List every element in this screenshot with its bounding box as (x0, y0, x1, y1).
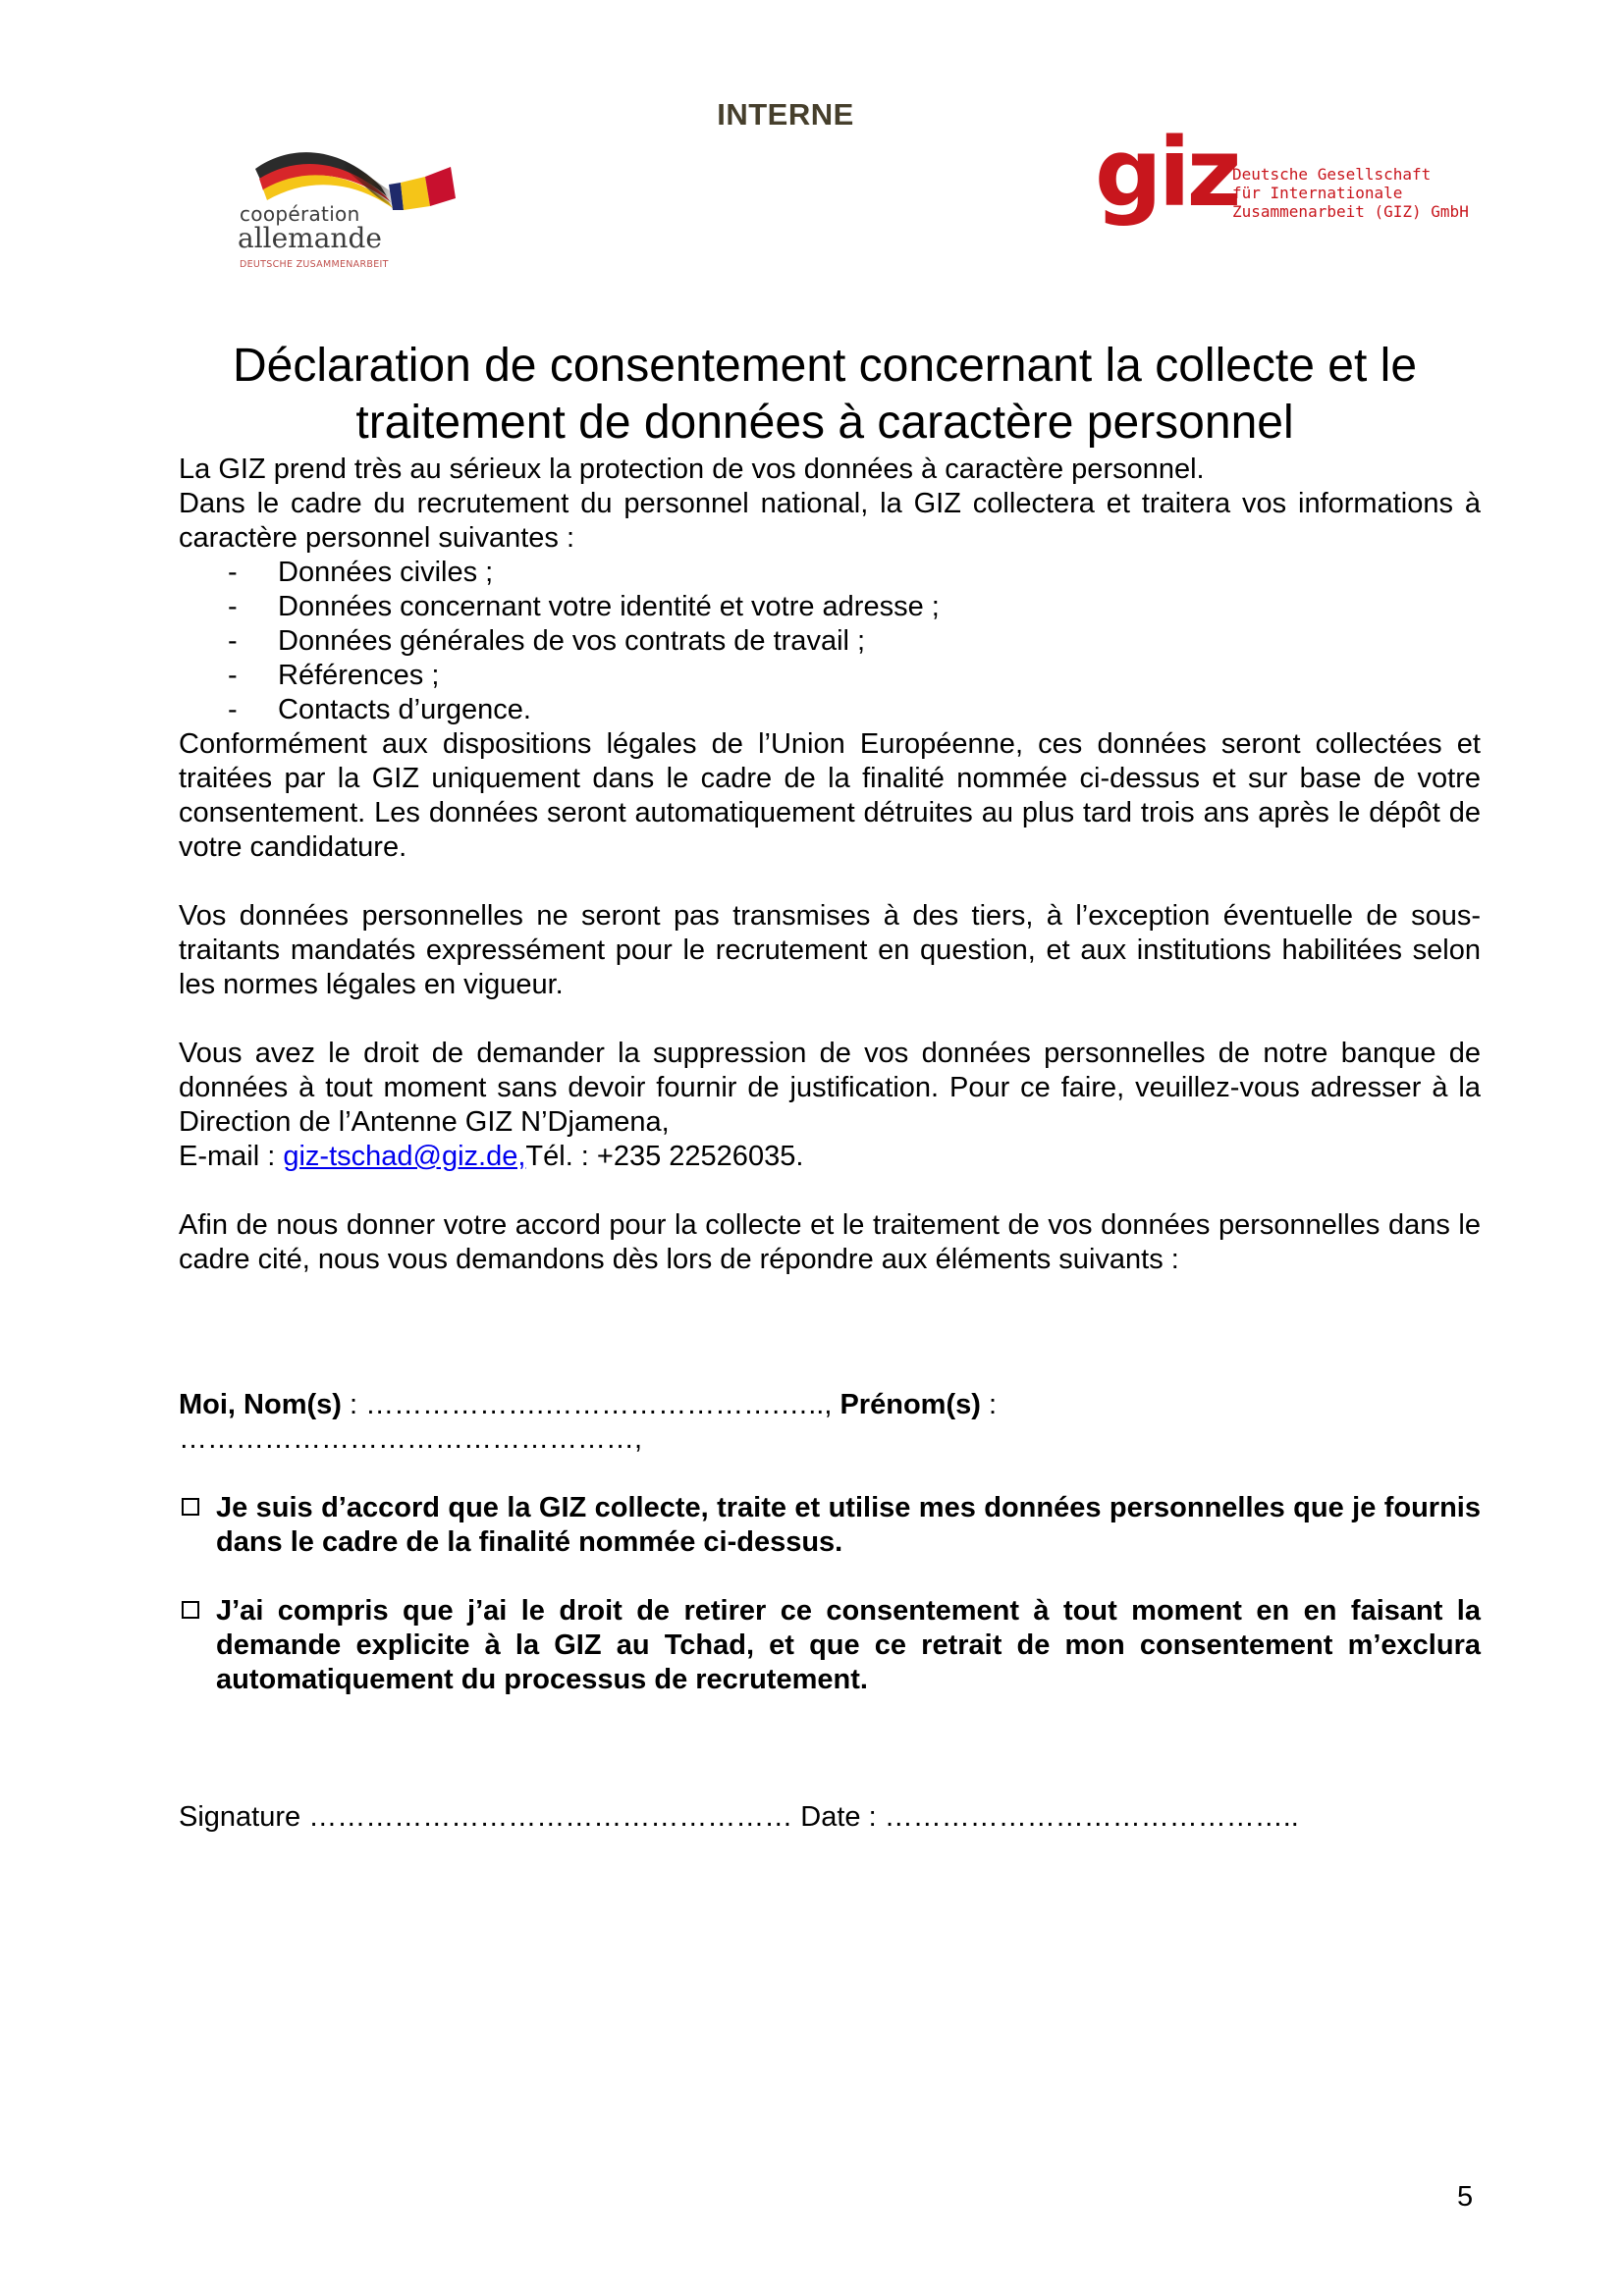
email-link[interactable]: giz-tschad@giz.de, (283, 1141, 526, 1172)
name-field-line: Moi, Nom(s) : ……………….…………………….….., Prénom(s) : (179, 1389, 998, 1420)
giz-line-3: Zusammenarbeit (GIZ) GmbH (1232, 202, 1469, 221)
eu-legal-paragraph: Conformément aux dispositions légales de l’Union Européenne, ces données seront collectées et traitées par la GIZ uniquement dans le cadre de la finalité nommée ci-dessus et sur base de votre consentement. Les données seront automatiquement détruites au plus tard trois ans après le dépôt de votre candidature. (179, 728, 1481, 863)
date-input-dots[interactable]: …………………………………….. (884, 1801, 1299, 1833)
list-item: - Contacts d’urgence. (228, 694, 531, 725)
consent-checkbox-item-2[interactable] (179, 1594, 1481, 1697)
list-item: - Données civiles ; (228, 557, 494, 588)
dash-bullet-icon: - (228, 660, 238, 691)
dash-bullet-icon: - (228, 557, 238, 588)
giz-organisation-name (1232, 165, 1469, 221)
firstname-input-dots[interactable]: …………………………………………, (179, 1423, 643, 1455)
date-label: Date : (792, 1801, 885, 1833)
cooperation-allemande-logo (224, 137, 479, 275)
list-item: - Données générales de vos contrats de travail ; (228, 625, 866, 657)
signature-input-dots[interactable]: …………………………………………… (308, 1801, 793, 1833)
logo-text-deutsche-zusammenarbeit: DEUTSCHE ZUSAMMENARBEIT (240, 259, 389, 270)
document-body (179, 453, 1481, 1277)
logo-text-cooperation: coopération (240, 202, 360, 226)
request-paragraph: Afin de nous donner votre accord pour la collecte et le traitement de vos données personnelles dans le cadre cité, nous vous demandons dès lors de répondre aux éléments suivants : (179, 1209, 1481, 1275)
page-number: 5 (1457, 2181, 1474, 2213)
name-input-dots[interactable]: ……………….…………………….….., (365, 1389, 833, 1420)
giz-line-1: Deutsche Gesellschaft (1232, 165, 1432, 184)
email-label: E-mail : (179, 1141, 284, 1172)
signature-label: Signature (179, 1801, 309, 1833)
list-item: - Données concernant votre identité et votre adresse ; (228, 591, 940, 622)
signature-date-line (179, 1800, 1481, 1835)
consent-checkbox-2-label: J’ai compris que j’ai le droit de retirer ce consentement à tout moment en en faisant la demande explicite à la GIZ au Tchad, et que ce retrait de mon consentement m’exclura automatiquement du processus de recrutement. (216, 1595, 1481, 1695)
intro-paragraph-1: La GIZ prend très au sérieux la protection de vos données à caractère personnel. (179, 454, 1205, 485)
title-line-1: Déclaration de consentement concernant la collecte et le (232, 340, 1418, 392)
giz-line-2: für Internationale (1232, 184, 1403, 202)
checkbox-icon[interactable] (182, 1601, 199, 1619)
checkbox-icon[interactable] (182, 1498, 199, 1516)
contact-line (179, 1140, 1481, 1174)
logo-text-allemande: allemande (238, 222, 382, 254)
dash-bullet-icon: - (228, 625, 238, 657)
phone-text: Tél. : +235 22526035. (525, 1141, 804, 1172)
dash-bullet-icon: - (228, 591, 238, 622)
name-label: Moi, Nom(s) (179, 1389, 342, 1420)
firstname-label: Prénom(s) (839, 1389, 981, 1420)
list-item: - Références ; (228, 660, 440, 691)
third-party-paragraph: Vos données personnelles ne seront pas transmises à des tiers, à l’exception éventuelle de sous-traitants mandatés expressément pour le recrutement en question, et aux institutions habilitées selon les normes légales en vigueur. (179, 900, 1481, 1000)
data-categories-list (179, 556, 1481, 727)
document-title (147, 338, 1502, 452)
rights-paragraph: Vous avez le droit de demander la suppression de vos données personnelles de notre banque de données à tout moment sans devoir fournir de justification. Pour ce faire, veuillez-vous adresser à la Direction de l’Antenne GIZ N’Djamena, (179, 1038, 1481, 1138)
consent-checkbox-1-label: Je suis d’accord que la GIZ collecte, traite et utilise mes données personnelles que je fournis dans le cadre de la finalité nommée ci-dessus. (216, 1492, 1481, 1558)
dash-bullet-icon: - (228, 694, 238, 725)
title-line-2: traitement de données à caractère personnel (355, 397, 1294, 449)
classification-label: INTERNE (717, 97, 854, 132)
intro-paragraph-2: Dans le cadre du recrutement du personnel national, la GIZ collectera et traitera vos informations à caractère personnel suivantes : (179, 488, 1481, 554)
consent-form (179, 1388, 1481, 1835)
giz-wordmark: giz (1095, 118, 1238, 228)
consent-checkbox-item-1[interactable] (179, 1491, 1481, 1560)
giz-logo (1095, 118, 1507, 255)
